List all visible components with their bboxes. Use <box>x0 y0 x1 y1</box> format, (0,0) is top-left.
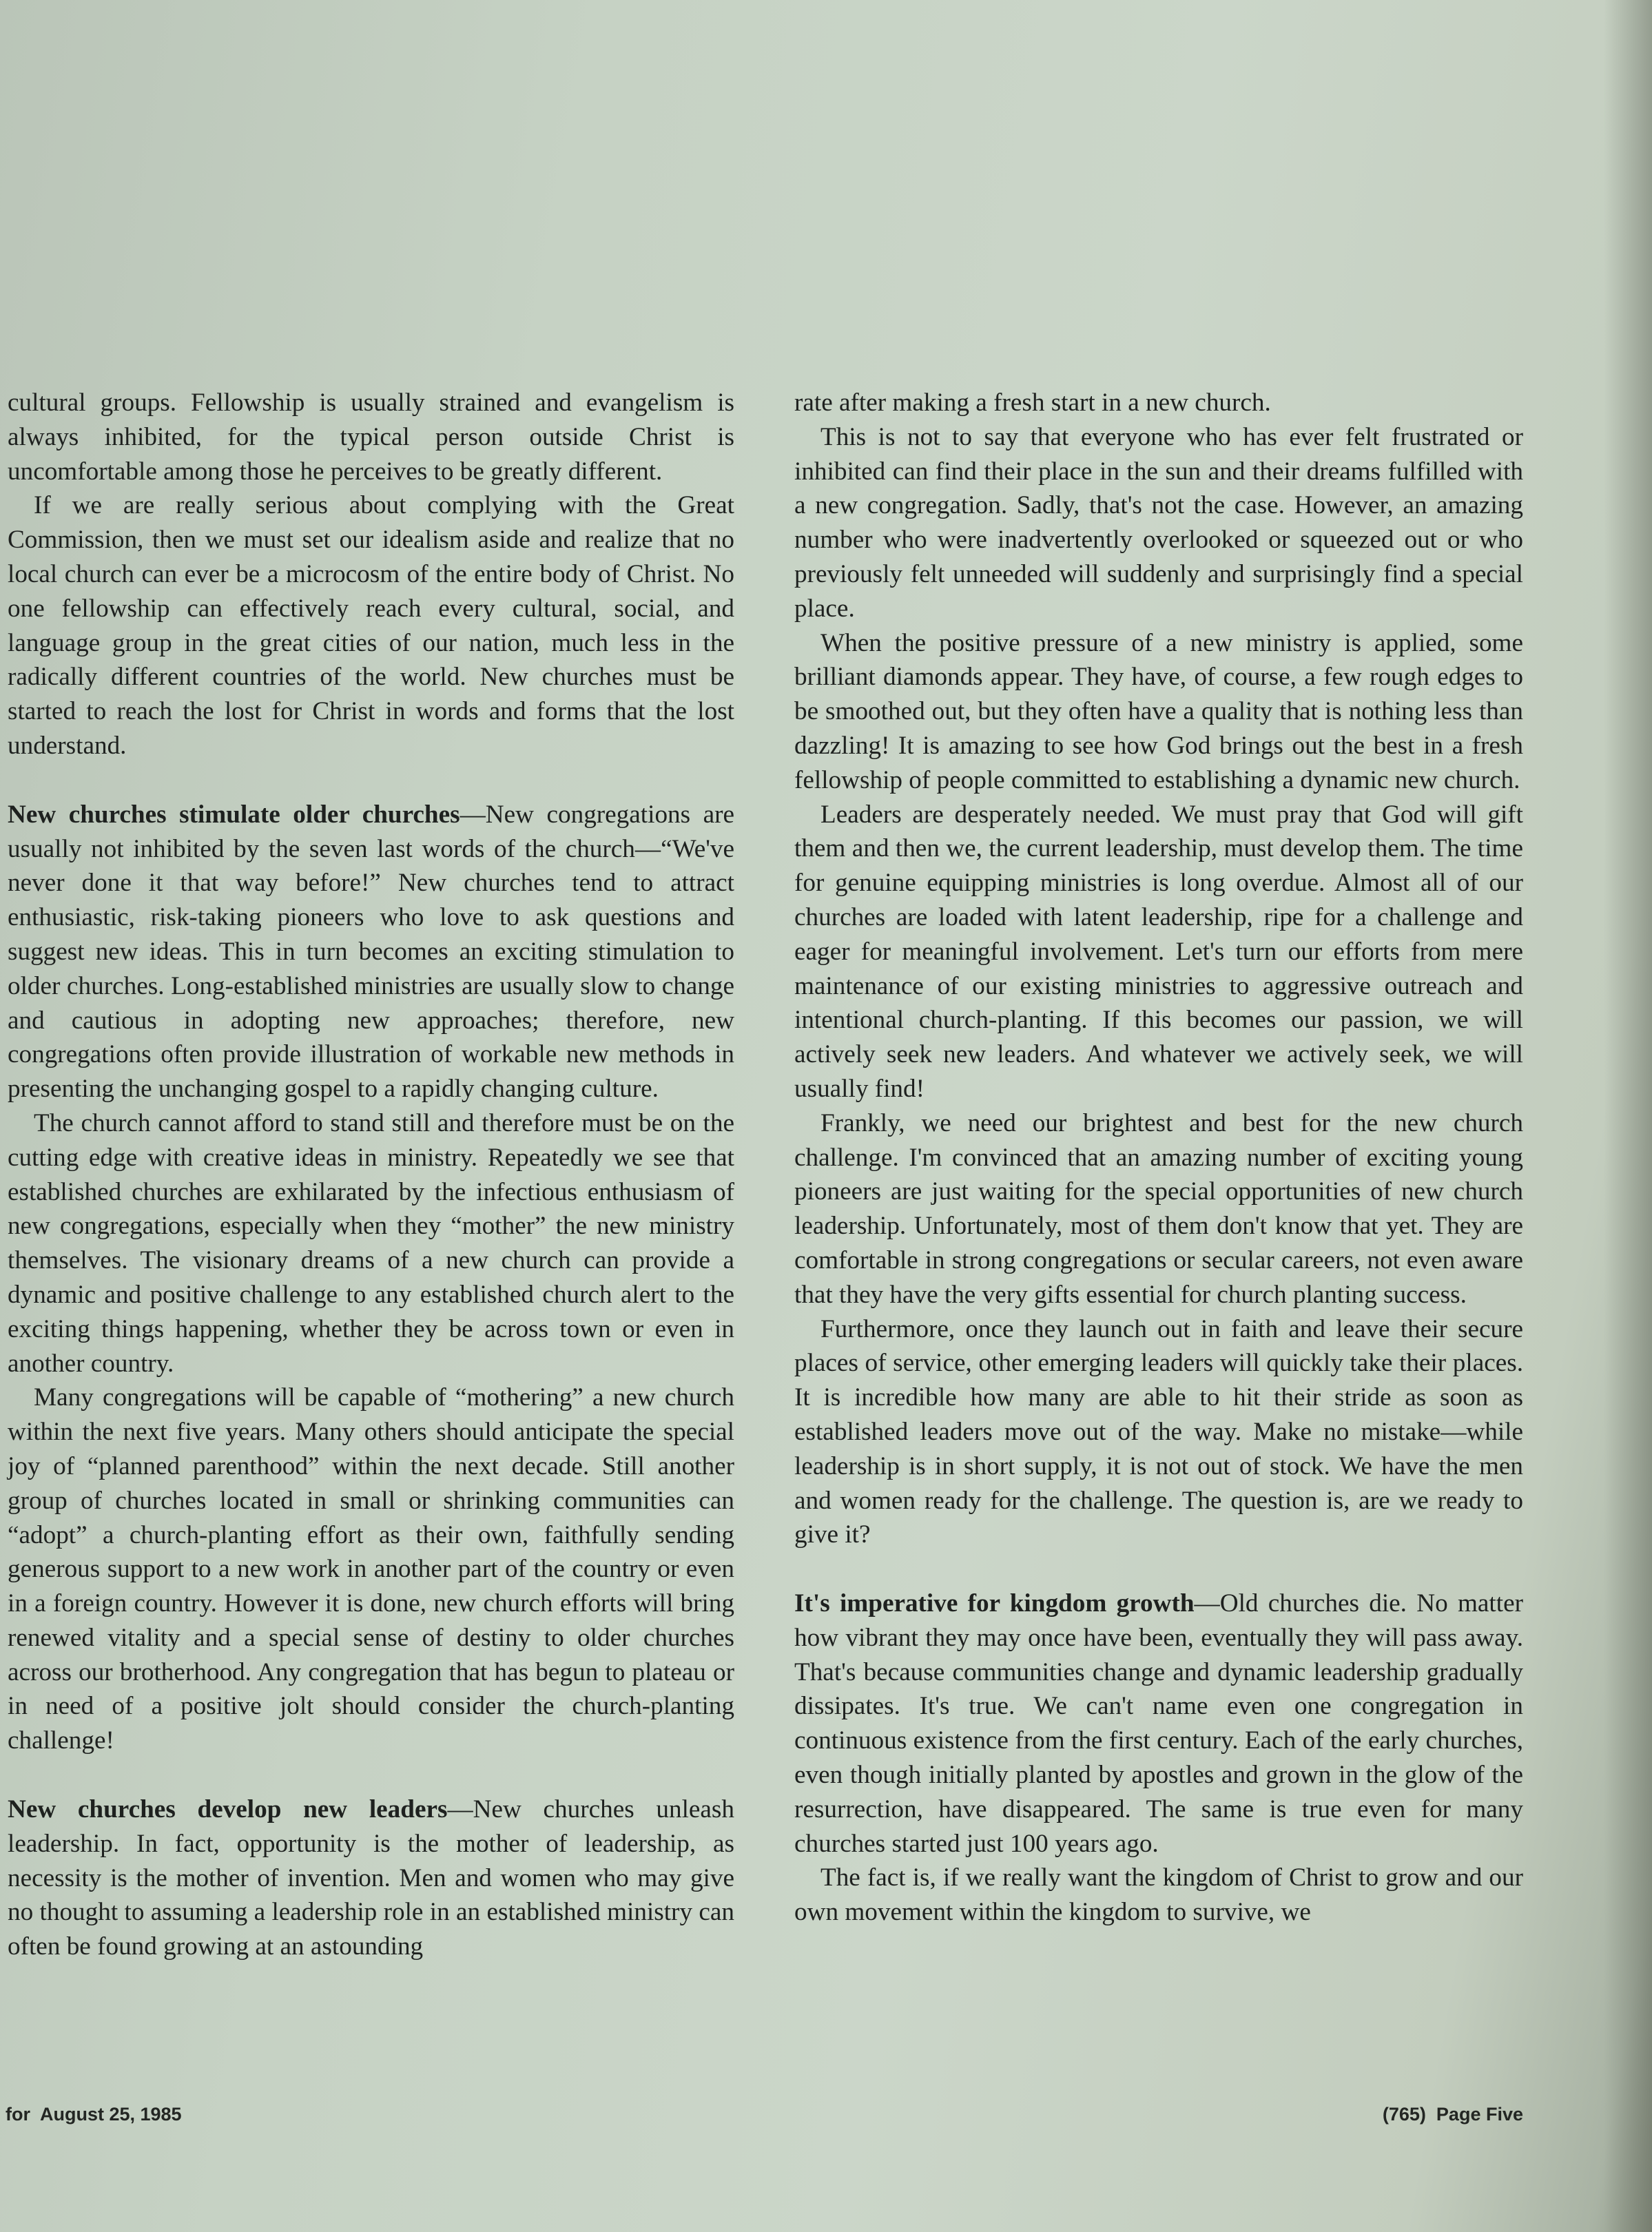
paragraph: Frankly, we need our brightest and best for the new church challenge. I'm convinced that an amazing number of exciting young pioneers are just waiting for the special opportunities of new church leadership. Unfortunately, most of them don't know that yet. They are comfortable in strong congregations or secular careers, not even aware that they have the very gifts essential for church planting success. <box>794 1108 1523 1309</box>
paragraph: The fact is, if we really want the kingdom of Christ to grow and our own movement within the kingdom to survive, we <box>794 1863 1523 1927</box>
left-column <box>8 386 734 1964</box>
paragraph: When the positive pressure of a new ministry is applied, some brilliant diamonds appear. They have, of course, a few rough edges to be smoothed out, but they often have a quality that is nothing less than dazzling! It is amazing to see how God brings out the best in a fresh fellowship of people committed to establishing a dynamic new church. <box>794 628 1523 794</box>
page-edge-shadow <box>1604 0 1652 2232</box>
paragraph: This is not to say that everyone who has ever felt frustrated or inhibited can find their place in the sun and their dreams fulfilled with a new congregation. Sadly, that's not the case. However, an amazing number who were inadvertently overlooked or squeezed out or who previously felt unneeded will suddenly and surprisingly find a special place. <box>794 422 1523 623</box>
footer-page-number <box>1383 2104 1523 2125</box>
paragraph <box>794 1587 1523 1861</box>
paragraph-body: —New congregations are usually not inhibited by the seven last words of the church—“We've never done it that way before!” New churches tend to attract enthusiastic, risk-taking pioneers who love to ask questions and suggest new ideas. This in turn becomes an exciting stimulation to older churches. Long-established ministries are usually slow to change and cautious in adopting new approaches; therefore, new congregations often provide illustration of workable new methods in presenting the unchanging gospel to a rapidly changing culture. <box>8 800 735 1104</box>
paragraph: The church cannot afford to stand still and therefore must be on the cutting edge with creative ideas in ministry. Repeatedly we see that established churches are exhilarated by the infectious enthusiasm of new congregations, especially when they “mother” the new ministry themselves. The visionary dreams of a new church can provide a dynamic and positive challenge to any established church alert to the exciting things happening, whether they be across town or even in another country. <box>8 1108 734 1378</box>
paragraph: cultural groups. Fellowship is usually strained and evangelism is always inhibited, for the typical person outside Christ is uncomfortable among those he perceives to be greatly different. <box>8 389 734 486</box>
paragraph: Many congregations will be capable of “mothering” a new church within the next five years. Many others should anticipate the special joy of “planned parenthood” within the next decade. Still another group of churches located in small or shrinking communities can “adopt” a church-planting effort as their own, faithfully sending generous support to a new work in another part of the country or even in a foreign country. However it is done, new church efforts will bring renewed vitality and a special sense of destiny to older churches across our brotherhood. Any congregation that has begun to plateau or in need of a positive jolt should consider the church-planting challenge! <box>8 1383 734 1755</box>
paragraph-body: —Old churches die. No matter how vibrant they may once have been, eventually they will pass away. That's because communities change and dynamic leadership gradually dissipates. It's true. We can't name even one congregation in continuous existence from the first century. Each of the early churches, even though initially planted by apostles and grown in the glow of the resurrection, have disappeared. The same is true even for many churches started just 100 years ago. <box>794 1589 1523 1858</box>
paragraph: Leaders are desperately needed. We must pray that God will gift them and then we, the current leadership, must develop them. The time for genuine equipping ministries is long overdue. Almost all of our churches are loaded with latent leadership, ripe for a challenge and eager for meaningful involvement. Let's turn our efforts from mere maintenance of our existing ministries to aggressive outreach and intentional church-planting. If this becomes our passion, we will actively seek new leaders. And whatever we actively seek, we will usually find! <box>794 800 1523 1103</box>
footer-page-text: (765) Page Five <box>1382 2104 1523 2125</box>
section-heading: It's imperative for kingdom growth <box>794 1589 1195 1618</box>
paragraph <box>8 1792 734 1964</box>
paragraph: rate after making a fresh start in a new church. <box>794 389 1271 417</box>
section-heading: New churches stimulate older churches <box>8 800 460 829</box>
footer-date <box>6 2104 182 2125</box>
paragraph: Furthermore, once they launch out in faith and leave their secure places of service, other emerging leaders will quickly take their places. It is incredible how many are able to hit their stride as soon as established leaders move out of the way. Make no mistake—while leadership is in short supply, it is not out of stock. We have the men and women ready for the challenge. The question is, are we ready to give it? <box>794 1314 1523 1549</box>
paragraph <box>8 798 734 1106</box>
section-heading: New churches develop new leaders <box>8 1795 448 1824</box>
paragraph: If we are really serious about complying with the Great Commission, then we must set our idealism aside and realize that no local church can ever be a microcosm of the entire body of Christ. No one fellowship can effectively reach every cultural, social, and language group in the great cities of our nation, much less in the radically different countries of the world. New churches must be started to reach the lost for Christ in words and forms that the lost understand. <box>8 491 734 760</box>
paragraph-body: —New churches unleash leadership. In fact, opportunity is the mother of leadership, as necessity is the mother of invention. Men and women who may give no thought to assuming a leadership role in an established ministry can often be found growing at an astounding <box>8 1795 734 1961</box>
footer-date-text: for August 25, 1985 <box>6 2104 182 2125</box>
right-column <box>794 386 1523 1930</box>
